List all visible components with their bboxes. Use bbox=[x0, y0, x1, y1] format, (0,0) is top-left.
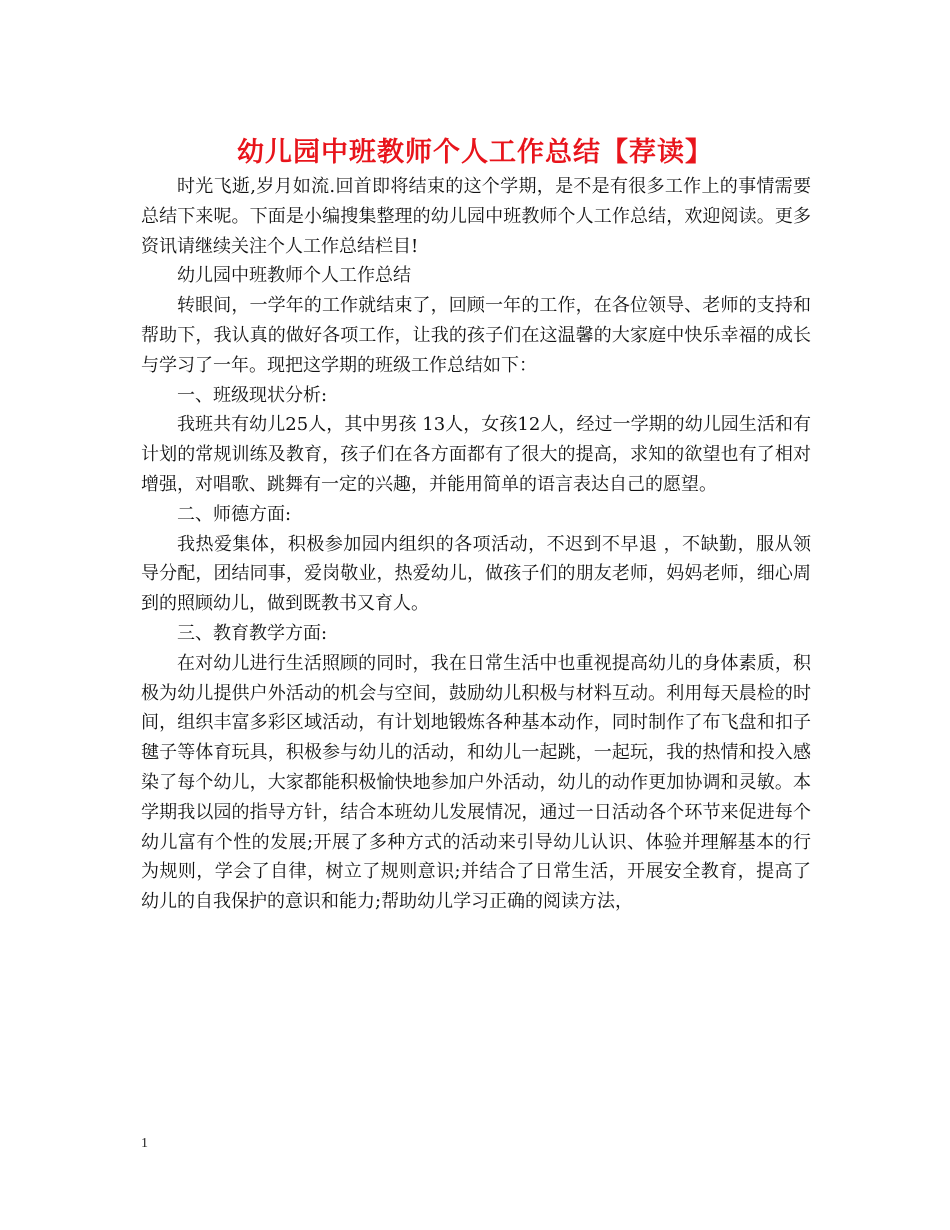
body-paragraph: 在对幼儿进行生活照顾的同时，我在日常生活中也重视提高幼儿的身体素质，积极为幼儿提供户外活动的机会与空间，鼓励幼儿积极与材料互动。利用每天晨检的时间，组织丰富多彩区域活动，有计划地锻炼各种基本动作，同时制作了布飞盘和扣子毽子等体育玩具，积极参与幼儿的活动，和幼儿一起跳，一起玩，我的热情和投入感染了每个幼儿，大家都能积极愉快地参加户外活动，幼儿的动作更加协调和灵敏。本学期我以园的指导方针，结合本班幼儿发展情况，通过一日活动各个环节来促进每个幼儿富有个性的发展;开展了多种方式的活动来引导幼儿认识、体验并理解基本的行为规则，学会了自律，树立了规则意识;并结合了日常生活，开展安全教育，提高了幼儿的自我保护的意识和能力;帮助幼儿学习正确的阅读方法， bbox=[141, 652, 811, 913]
section-heading: 一、班级现状分析: bbox=[177, 384, 328, 406]
body-paragraph: 我热爱集体，积极参加园内组织的各项活动，不迟到不早退 ，不缺勤，服从领导分配，团结同事，爱岗敬业，热爱幼儿，做孩子们的朋友老师，妈妈老师，细心周到的照顾幼儿，做到既教书又育人。 bbox=[141, 533, 811, 615]
section-heading: 二、师德方面: bbox=[177, 503, 292, 525]
intro-paragraph: 时光飞逝,岁月如流.回首即将结束的这个学期，是不是有很多工作上的事情需要总结下来呢。下面是小编搜集整理的幼儿园中班教师个人工作总结，欢迎阅读。更多资讯请继续关注个人工作总结栏目! bbox=[141, 176, 811, 257]
body-paragraph: 转眼间，一学年的工作就结束了，回顾一年的工作，在各位领导、老师的支持和帮助下，我认真的做好各项工作，让我的孩子们在这温馨的大家庭中快乐幸福的成长与学习了一年。现把这学期的班级工作总结如下： bbox=[141, 295, 811, 376]
body-paragraph: 我班共有幼儿25人，其中男孩 13人，女孩12人，经过一学期的幼儿园生活和有计划的常规训练及教育，孩子们在各方面都有了很大的提高，求知的欲望也有了相对增强，对唱歌、跳舞有一定的兴趣，并能用简单的语言表达自己的愿望。 bbox=[141, 414, 811, 495]
section-heading: 三、教育教学方面: bbox=[177, 622, 328, 644]
section-heading: 幼儿园中班教师个人工作总结 bbox=[177, 265, 411, 287]
document-title: 幼儿园中班教师个人工作总结【荐读】 bbox=[237, 137, 713, 168]
page-number: 1 bbox=[141, 1136, 148, 1151]
document-body bbox=[141, 172, 811, 917]
